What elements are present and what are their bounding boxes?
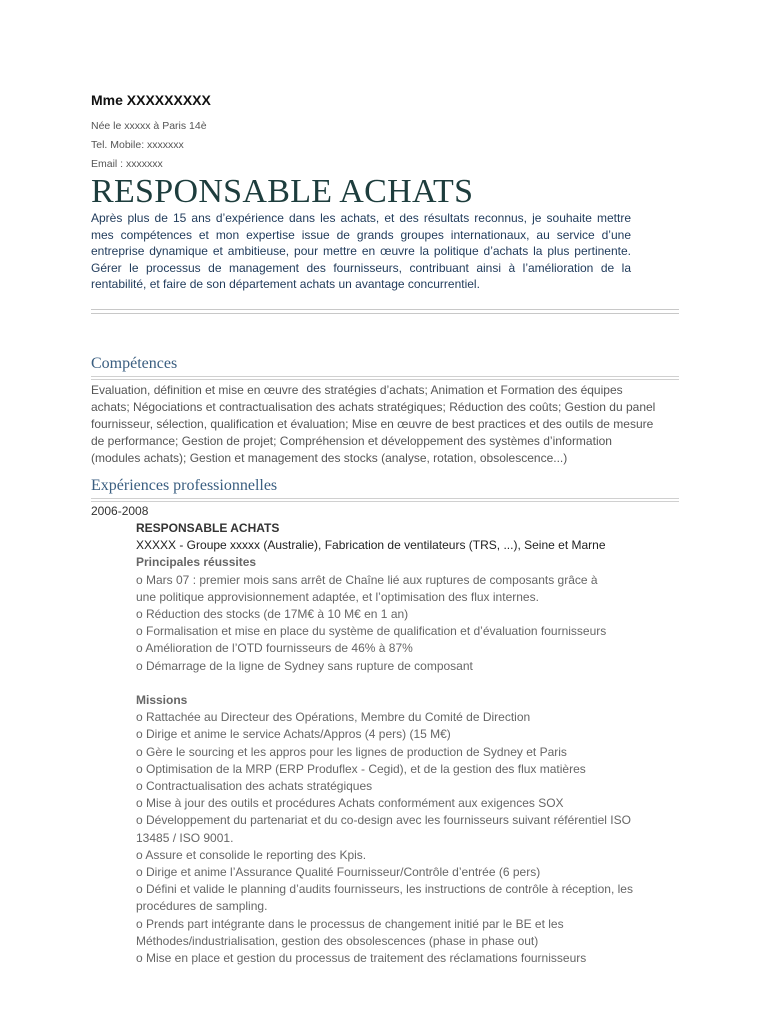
mission-item: o Défini et valide le planning d’audits fournisseurs, les instructions de contrôle à réception, les bbox=[136, 882, 633, 897]
competences-line: fournisseur, sélection, qualification et évaluation; Mise en œuvre de best practices et des outils de mesure bbox=[91, 417, 654, 431]
competences-line: achats; Négociations et contractualisation des achats stratégiques; Réduction des coûts; Gestion du panel bbox=[91, 400, 656, 414]
mission-item: o Rattachée au Directeur des Opérations, Membre du Comité de Direction bbox=[136, 710, 531, 725]
summary-line: Après plus de 15 ans d’expérience dans les achats, et des résultats reconnus, je souhaite mettre bbox=[91, 211, 631, 225]
success-item: o Mars 07 : premier mois sans arrêt de Chaîne lié aux ruptures de composants grâce à bbox=[136, 572, 598, 587]
success-item: une politique approvisionnement adaptée, et l’optimisation des flux internes. bbox=[136, 589, 539, 604]
mission-item: o Prends part intégrante dans le processus de changement initié par le BE et les bbox=[136, 916, 564, 931]
successes-heading: Principales réussites bbox=[136, 555, 257, 570]
competences-text bbox=[91, 382, 681, 467]
candidate-name: Mme XXXXXXXXX bbox=[91, 92, 211, 108]
mission-item: o Dirige et anime le service Achats/Appros (4 pers) (15 M€) bbox=[136, 727, 451, 742]
summary-line: entreprise dynamique et ambitieuse, pour mettre en œuvre la politique d’achats la plus pertinente. bbox=[91, 244, 631, 258]
success-item: o Démarrage de la ligne de Sydney sans rupture de composant bbox=[136, 658, 473, 673]
mission-item: o Assure et consolide le reporting des Kpis. bbox=[136, 847, 367, 862]
section-spacer bbox=[136, 675, 681, 692]
birth-info: Née le xxxxx à Paris 14è bbox=[91, 120, 207, 132]
mission-item: o Mise à jour des outils et procédures Achats conformément aux exigences SOX bbox=[136, 796, 564, 811]
mission-item: procédures de sampling. bbox=[136, 899, 268, 914]
mission-item: o Contractualisation des achats stratégiques bbox=[136, 779, 373, 794]
mission-item: o Optimisation de la MRP (ERP Produflex - Cegid), et de la gestion des flux matières bbox=[136, 761, 586, 776]
success-item: o Réduction des stocks (de 17M€ à 10 M€ en 1 an) bbox=[136, 607, 409, 622]
mission-item: o Gère le sourcing et les appros pour les lignes de production de Sydney et Paris bbox=[136, 744, 567, 759]
summary-line: Gérer le processus de management des fournisseurs, contribuant ainsi à l’amélioration de la bbox=[91, 260, 631, 275]
experience-company: XXXXX - Groupe xxxxx (Australie), Fabrication de ventilateurs (TRS, ...), Seine et Marne bbox=[136, 538, 606, 553]
missions-heading: Missions bbox=[136, 693, 188, 708]
experiences-heading: Expériences professionnelles bbox=[91, 477, 278, 494]
success-item: o Amélioration de l’OTD fournisseurs de 46% à 87% bbox=[136, 641, 413, 656]
experience-role: RESPONSABLE ACHATS bbox=[136, 521, 280, 535]
mission-item: o Dirige et anime l’Assurance Qualité Fournisseur/Contrôle d’entrée (6 pers) bbox=[136, 865, 541, 880]
summary-line: mes compétences et mon expertise issue de grands groupes internationaux, au service d’une bbox=[91, 227, 631, 242]
success-item: o Formalisation et mise en place du système de qualification et d’évaluation fournisseurs bbox=[136, 624, 607, 639]
mission-item: o Mise en place et gestion du processus de traitement des réclamations fournisseurs bbox=[136, 951, 587, 966]
summary-line: rentabilité, et faire de son département achats un avantage concurrentiel. bbox=[91, 277, 480, 291]
mission-item: o Développement du partenariat et du co-design avec les fournisseurs suivant référentiel ISO bbox=[136, 813, 631, 828]
phone-info: Tel. Mobile: xxxxxxx bbox=[91, 139, 184, 151]
header-divider bbox=[91, 309, 679, 314]
competences-line: (modules achats); Gestion et management des stocks (analyse, rotation, obsolescence...) bbox=[91, 451, 568, 465]
experience-period: 2006-2008 bbox=[91, 504, 149, 518]
mission-item: Méthodes/industrialisation, gestion des obsolescences (phase in phase out) bbox=[136, 933, 539, 948]
competences-rule bbox=[91, 376, 679, 380]
competences-heading: Compétences bbox=[91, 355, 178, 372]
email-info: Email : xxxxxxx bbox=[91, 158, 163, 170]
experience-details bbox=[136, 520, 681, 967]
competences-line: Evaluation, définition et mise en œuvre des stratégies d’achats; Animation et Formation des équipes bbox=[91, 383, 623, 397]
mission-item: 13485 / ISO 9001. bbox=[136, 830, 234, 845]
summary-paragraph bbox=[91, 210, 631, 293]
job-title: RESPONSABLE ACHATS bbox=[91, 173, 474, 210]
experiences-rule bbox=[91, 498, 679, 502]
competences-line: de performance; Gestion de projet; Compréhension et développement des systèmes d’information bbox=[91, 434, 612, 448]
